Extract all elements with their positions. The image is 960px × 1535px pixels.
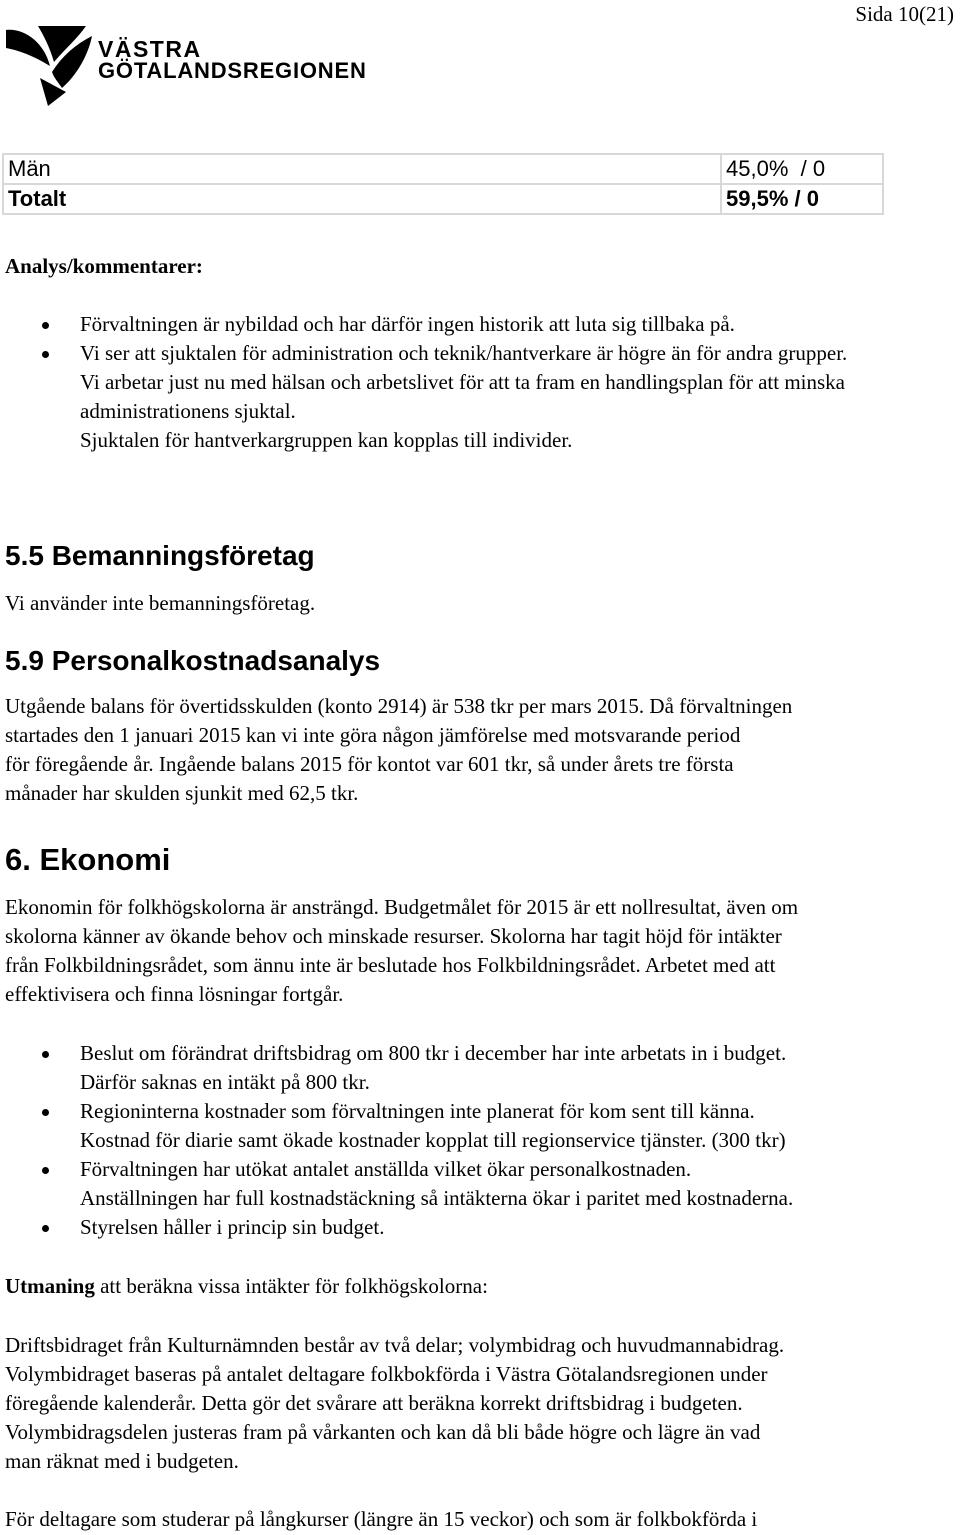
analysis-heading: Analys/kommentarer: xyxy=(5,254,203,278)
table-cell-value: 45,0% / 0 xyxy=(721,154,883,184)
list-item-text: Styrelsen håller i princip sin budget. xyxy=(80,1215,385,1239)
bullet-icon xyxy=(42,351,49,358)
paragraph xyxy=(5,1331,960,1476)
text-line: från Folkbildningsrådet, som ännu inte är beslutade hos Folkbildningsrådet. Arbetet med att xyxy=(5,953,776,977)
paragraph: För deltagare som studerar på långkurser (längre än 15 veckor) och som är folkbokförda i xyxy=(5,1507,758,1531)
table-row xyxy=(3,154,883,184)
paragraph xyxy=(5,893,960,1009)
list-item-text: Därför saknas en intäkt på 800 tkr. xyxy=(80,1070,370,1094)
list-item-text: Sjuktalen för hantverkargruppen kan kopplas till individer. xyxy=(80,428,573,452)
text-line: man räknat med i budgeten. xyxy=(5,1449,239,1473)
text-line: för föregående år. Ingående balans 2015 för kontot var 601 tkr, så under årets tre första xyxy=(5,752,734,776)
section-heading: 5.5 Bemanningsföretag xyxy=(5,540,315,571)
text-line: Driftsbidraget från Kulturnämnden består av två delar; volymbidrag och huvudmannabidrag. xyxy=(5,1333,785,1357)
bullet-icon xyxy=(42,1225,49,1232)
paragraph xyxy=(5,692,960,808)
table-cell-label: Män xyxy=(3,154,721,184)
list-item-text: Anställningen har full kostnadstäckning så intäkterna ökar i paritet med kostnaderna. xyxy=(80,1186,794,1210)
text-line: Ekonomin för folkhögskolorna är ansträngd. Budgetmålet för 2015 är ett nollresultat, även om xyxy=(5,895,799,919)
list-item xyxy=(5,1097,960,1155)
text-line: Volymbidragsdelen justeras fram på vårkanten och kan då bli både högre och lägre än vad xyxy=(5,1420,761,1444)
list-item-text: Förvaltningen har utökat antalet anställda vilket ökar personalkostnaden. xyxy=(80,1157,692,1181)
text-line: startades den 1 januari 2015 kan vi inte göra någon jämförelse med motsvarande period xyxy=(5,723,741,747)
stats-table xyxy=(2,153,884,215)
bullet-icon xyxy=(42,1051,49,1058)
economy-list xyxy=(5,1039,960,1242)
text-line: effektivisera och finna lösningar fortgår. xyxy=(5,982,344,1006)
paragraph: Vi använder inte bemanningsföretag. xyxy=(5,591,316,615)
challenge-bold: Utmaning xyxy=(5,1274,95,1298)
section-heading: 5.9 Personalkostnadsanalys xyxy=(5,645,381,676)
bullet-icon xyxy=(42,322,49,329)
list-item-text: Beslut om förändrat driftsbidrag om 800 tkr i december har inte arbetats in i budget. xyxy=(80,1041,787,1065)
table-cell-value: 59,5% / 0 xyxy=(721,184,883,214)
list-item xyxy=(5,310,960,339)
region-logo-icon xyxy=(4,22,96,108)
table-row xyxy=(3,184,883,214)
bullet-icon xyxy=(42,1167,49,1174)
analysis-list xyxy=(5,310,960,455)
list-item-text: Förvaltningen är nybildad och har därför ingen historik att luta sig tillbaka på. xyxy=(80,312,735,336)
section-heading: 6. Ekonomi xyxy=(5,842,171,877)
page-number: Sida 10(21) xyxy=(855,2,954,26)
list-item xyxy=(5,426,960,455)
list-item xyxy=(5,339,960,368)
text-line: skolorna känner av ökande behov och minskade resurser. Skolorna har tagit höjd för intäkter xyxy=(5,924,782,948)
logo-text-line2: GÖTALANDSREGIONEN xyxy=(98,58,367,83)
table-cell-label: Totalt xyxy=(3,184,721,214)
list-item-text: Kostnad för diarie samt ökade kostnader kopplat till regionservice tjänster. (300 tkr) xyxy=(80,1128,786,1152)
list-item-text: Vi ser att sjuktalen för administration och teknik/hantverkare är högre än för andra grupper. xyxy=(80,341,848,365)
list-item-text: Vi arbetar just nu med hälsan och arbetslivet för att ta fram en handlingsplan för att minska administrationens sjuktal. xyxy=(80,370,846,423)
list-item xyxy=(5,1155,960,1213)
text-line: Utgående balans för övertidsskulden (konto 2914) är 538 tkr per mars 2015. Då förvaltningen xyxy=(5,694,793,718)
text-line: månader har skulden sjunkit med 62,5 tkr. xyxy=(5,781,359,805)
list-item-text: Regioninterna kostnader som förvaltningen inte planerat för kom sent till känna. xyxy=(80,1099,755,1123)
logo-text-line1: VÄSTRA xyxy=(98,36,202,62)
challenge-text: att beräkna vissa intäkter för folkhögskolorna: xyxy=(94,1274,488,1298)
logo xyxy=(4,22,394,110)
challenge-line xyxy=(5,1272,960,1301)
text-line: föregående kalenderår. Detta gör det svårare att beräkna korrekt driftsbidrag i budgeten. xyxy=(5,1391,743,1415)
list-item xyxy=(5,1039,960,1097)
list-item xyxy=(5,368,960,426)
list-item xyxy=(5,1213,960,1242)
bullet-icon xyxy=(42,1109,49,1116)
text-line: Volymbidraget baseras på antalet deltagare folkbokförda i Västra Götalandsregionen under xyxy=(5,1362,768,1386)
